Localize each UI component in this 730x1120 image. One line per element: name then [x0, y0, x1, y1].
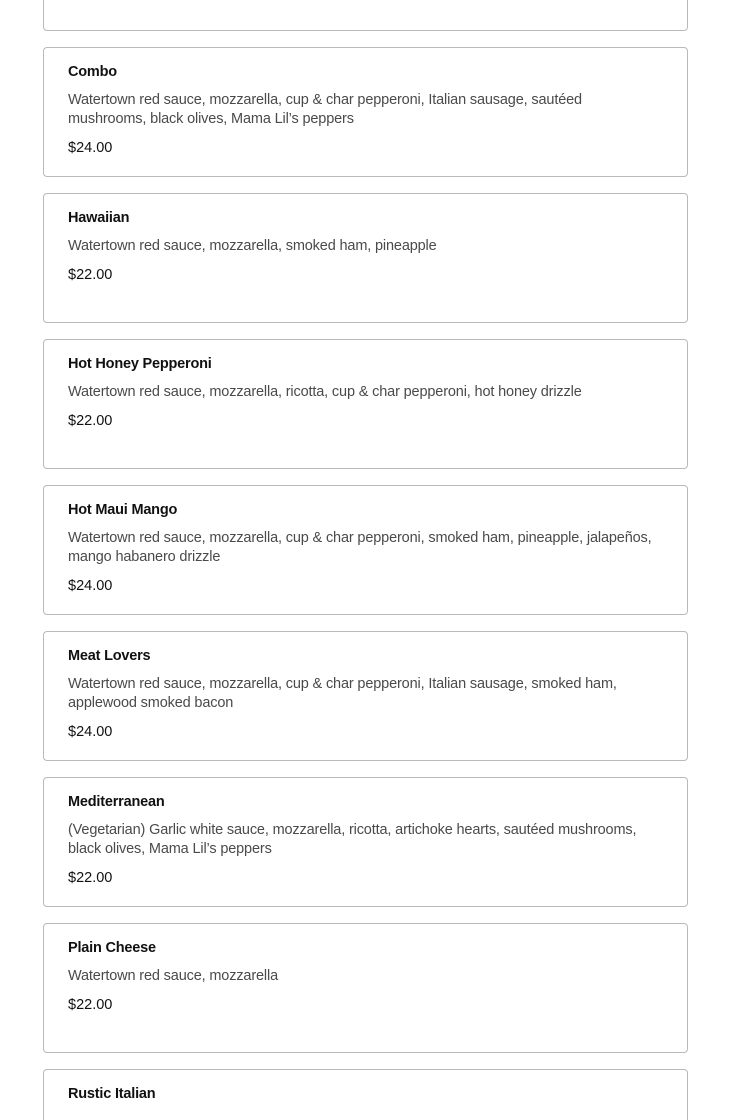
item-description: Watertown red sauce, mozzarella	[68, 968, 278, 984]
menu-item-card-rustic-italian[interactable]	[43, 1069, 688, 1120]
item-price: $24.00	[68, 724, 113, 740]
menu-item-card-hot-honey-pepperoni[interactable]	[43, 339, 688, 469]
menu-item-card[interactable]	[43, 0, 688, 31]
item-description: (Vegetarian) Garlic white sauce, mozzarella, ricotta, artichoke hearts, sautéed mushrooms, black olives, Mama Lil’s peppers	[68, 822, 637, 857]
item-name: Plain Cheese	[68, 940, 156, 956]
item-price: $22.00	[68, 413, 113, 429]
item-name: Mediterranean	[68, 794, 165, 810]
item-name: Hot Honey Pepperoni	[68, 356, 212, 372]
item-name: Rustic Italian	[68, 1086, 156, 1102]
item-description: Watertown red sauce, mozzarella, smoked ham, pineapple	[68, 238, 437, 254]
item-description: Watertown red sauce, mozzarella, cup & char pepperoni, Italian sausage, sautéed mushrooms, black olives, Mama Lil’s peppers	[68, 92, 582, 127]
menu-item-card-mediterranean[interactable]	[43, 777, 688, 907]
item-name: Hot Maui Mango	[68, 502, 178, 518]
menu-item-card-hot-maui-mango[interactable]	[43, 485, 688, 615]
menu-item-card-combo[interactable]	[43, 47, 688, 177]
item-description: Watertown red sauce, mozzarella, ricotta, cup & char pepperoni, hot honey drizzle	[68, 384, 582, 400]
item-name: Meat Lovers	[68, 648, 151, 664]
item-price: $22.00	[68, 267, 113, 283]
item-price: $22.00	[68, 997, 113, 1013]
menu-item-list	[43, 0, 688, 1120]
item-price: $24.00	[68, 578, 113, 594]
menu-item-card-meat-lovers[interactable]	[43, 631, 688, 761]
item-price: $24.00	[68, 140, 113, 156]
item-description: Watertown red sauce, mozzarella, cup & char pepperoni, Italian sausage, smoked ham, applewood smoked bacon	[68, 676, 617, 711]
menu-item-card-hawaiian[interactable]	[43, 193, 688, 323]
item-name: Hawaiian	[68, 210, 130, 226]
menu-item-card-plain-cheese[interactable]	[43, 923, 688, 1053]
item-description: Watertown red sauce, mozzarella, cup & char pepperoni, smoked ham, pineapple, jalapeños, mango habanero drizzle	[68, 530, 652, 565]
item-price: $22.00	[68, 870, 113, 886]
item-name: Combo	[68, 64, 117, 80]
